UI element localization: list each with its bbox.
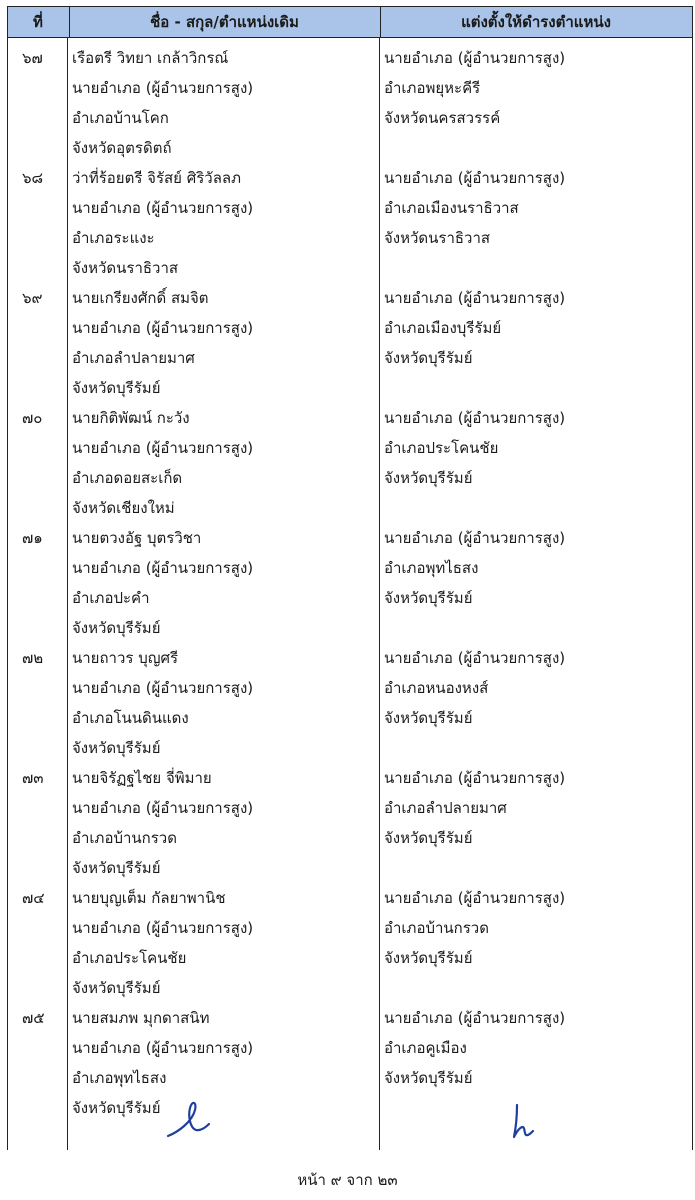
old-province: จังหวัดบุรีรัมย์	[72, 619, 161, 637]
old-position: นายอำเภอ (ผู้อำนวยการสูง)	[72, 919, 254, 937]
page-number: หน้า ๙ จาก ๒๓	[297, 1171, 398, 1189]
person-name: นายสมภพ มุกดาสนิท	[72, 1009, 210, 1027]
old-position: นายอำเภอ (ผู้อำนวยการสูง)	[72, 1039, 254, 1057]
table-row	[8, 283, 692, 403]
new-district: อำเภอพุทไธสง	[384, 559, 479, 577]
row-number: ๗๒	[22, 649, 44, 667]
new-district: อำเภอลำปลายมาศ	[384, 799, 507, 817]
old-position: นายอำเภอ (ผู้อำนวยการสูง)	[72, 559, 254, 577]
old-position: นายอำเภอ (ผู้อำนวยการสูง)	[72, 679, 254, 697]
table-row	[8, 43, 692, 163]
new-position: นายอำเภอ (ผู้อำนวยการสูง)	[384, 769, 566, 787]
old-province: จังหวัดอุตรดิตถ์	[72, 139, 172, 157]
old-province: จังหวัดบุรีรัมย์	[72, 379, 161, 397]
old-district: อำเภอลำปลายมาศ	[72, 349, 195, 367]
person-name: ว่าที่ร้อยตรี จิรัสย์ ศิริวัลลภ	[72, 169, 241, 187]
new-position: นายอำเภอ (ผู้อำนวยการสูง)	[384, 409, 566, 427]
old-position: นายอำเภอ (ผู้อำนวยการสูง)	[72, 799, 254, 817]
new-province: จังหวัดนราธิวาส	[384, 229, 491, 247]
old-position: นายอำเภอ (ผู้อำนวยการสูง)	[72, 199, 254, 217]
table-row	[8, 883, 692, 1003]
table-row	[8, 643, 692, 763]
old-province: จังหวัดนราธิวาส	[72, 259, 179, 277]
new-district: อำเภอหนองหงส์	[384, 679, 489, 697]
signature-right	[508, 1101, 538, 1141]
row-number: ๗๑	[22, 529, 43, 547]
new-position: นายอำเภอ (ผู้อำนวยการสูง)	[384, 1009, 566, 1027]
new-district: อำเภอพยุหะคีรี	[384, 79, 481, 97]
person-name: นายกิติพัฒน์ กะวัง	[72, 409, 190, 427]
signature-left	[162, 1094, 212, 1142]
old-province: จังหวัดบุรีรัมย์	[72, 859, 161, 877]
table-row	[8, 163, 692, 283]
old-position: นายอำเภอ (ผู้อำนวยการสูง)	[72, 319, 254, 337]
person-name: นายถาวร บุญศรี	[72, 649, 179, 667]
new-position: นายอำเภอ (ผู้อำนวยการสูง)	[384, 169, 566, 187]
new-district: อำเภอคูเมือง	[384, 1039, 467, 1057]
table-row	[8, 403, 692, 523]
old-district: อำเภอประโคนชัย	[72, 949, 187, 967]
table-header	[7, 6, 693, 38]
old-district: อำเภอบ้านกรวด	[72, 829, 177, 847]
new-province: จังหวัดบุรีรัมย์	[384, 829, 473, 847]
header-no: ที่	[33, 13, 43, 31]
old-province: จังหวัดบุรีรัมย์	[72, 739, 161, 757]
row-number: ๗๔	[22, 889, 45, 907]
header-appointed-position: แต่งตั้งให้ดำรงตำแหน่ง	[380, 7, 692, 37]
row-number: ๗๕	[22, 1009, 45, 1027]
new-district: อำเภอบ้านกรวด	[384, 919, 489, 937]
new-district: อำเภอเมืองบุรีรัมย์	[384, 319, 502, 337]
person-name: นายตวงอัฐ บุตรวิชา	[72, 529, 202, 547]
old-province: จังหวัดเชียงใหม่	[72, 499, 175, 517]
appointment-table	[7, 6, 693, 1150]
old-position: นายอำเภอ (ผู้อำนวยการสูง)	[72, 79, 254, 97]
new-position: นายอำเภอ (ผู้อำนวยการสูง)	[384, 529, 566, 547]
old-position: นายอำเภอ (ผู้อำนวยการสูง)	[72, 439, 254, 457]
old-province: จังหวัดบุรีรัมย์	[72, 1099, 161, 1117]
row-number: ๖๘	[22, 169, 44, 187]
old-district: อำเภอโนนดินแดง	[72, 709, 189, 727]
old-district: อำเภอพุทไธสง	[72, 1069, 167, 1087]
new-province: จังหวัดบุรีรัมย์	[384, 589, 473, 607]
old-district: อำเภอระแงะ	[72, 229, 155, 247]
old-district: อำเภอปะคำ	[72, 589, 150, 607]
new-province: จังหวัดบุรีรัมย์	[384, 349, 473, 367]
person-name: นายจิรัฏฐไชย จี่พิมาย	[72, 769, 212, 787]
table-body	[8, 43, 692, 1123]
person-name: นายเกรียงศักดิ์ สมจิต	[72, 289, 209, 307]
old-district: อำเภอดอยสะเก็ด	[72, 469, 183, 487]
table-row	[8, 763, 692, 883]
row-number: ๖๗	[22, 49, 43, 67]
new-position: นายอำเภอ (ผู้อำนวยการสูง)	[384, 889, 566, 907]
table-row	[8, 523, 692, 643]
new-province: จังหวัดบุรีรัมย์	[384, 949, 473, 967]
old-district: อำเภอบ้านโคก	[72, 109, 169, 127]
new-province: จังหวัดบุรีรัมย์	[384, 1069, 473, 1087]
row-number: ๖๙	[22, 289, 43, 307]
row-number: ๗๐	[22, 409, 43, 427]
new-district: อำเภอเมืองนราธิวาส	[384, 199, 519, 217]
table-row	[8, 1003, 692, 1123]
row-number: ๗๓	[22, 769, 44, 787]
new-district: อำเภอประโคนชัย	[384, 439, 499, 457]
new-province: จังหวัดบุรีรัมย์	[384, 709, 473, 727]
person-name: นายบุญเต็ม กัลยาพานิช	[72, 889, 226, 907]
new-province: จังหวัดบุรีรัมย์	[384, 469, 473, 487]
new-position: นายอำเภอ (ผู้อำนวยการสูง)	[384, 289, 566, 307]
header-name-old-position: ชื่อ - สกุล/ตำแหน่งเดิม	[69, 7, 380, 37]
new-province: จังหวัดนครสวรรค์	[384, 109, 501, 127]
old-province: จังหวัดบุรีรัมย์	[72, 979, 161, 997]
new-position: นายอำเภอ (ผู้อำนวยการสูง)	[384, 649, 566, 667]
new-position: นายอำเภอ (ผู้อำนวยการสูง)	[384, 49, 566, 67]
person-name: เรือตรี วิทยา เกล้าวิกรณ์	[72, 49, 229, 67]
